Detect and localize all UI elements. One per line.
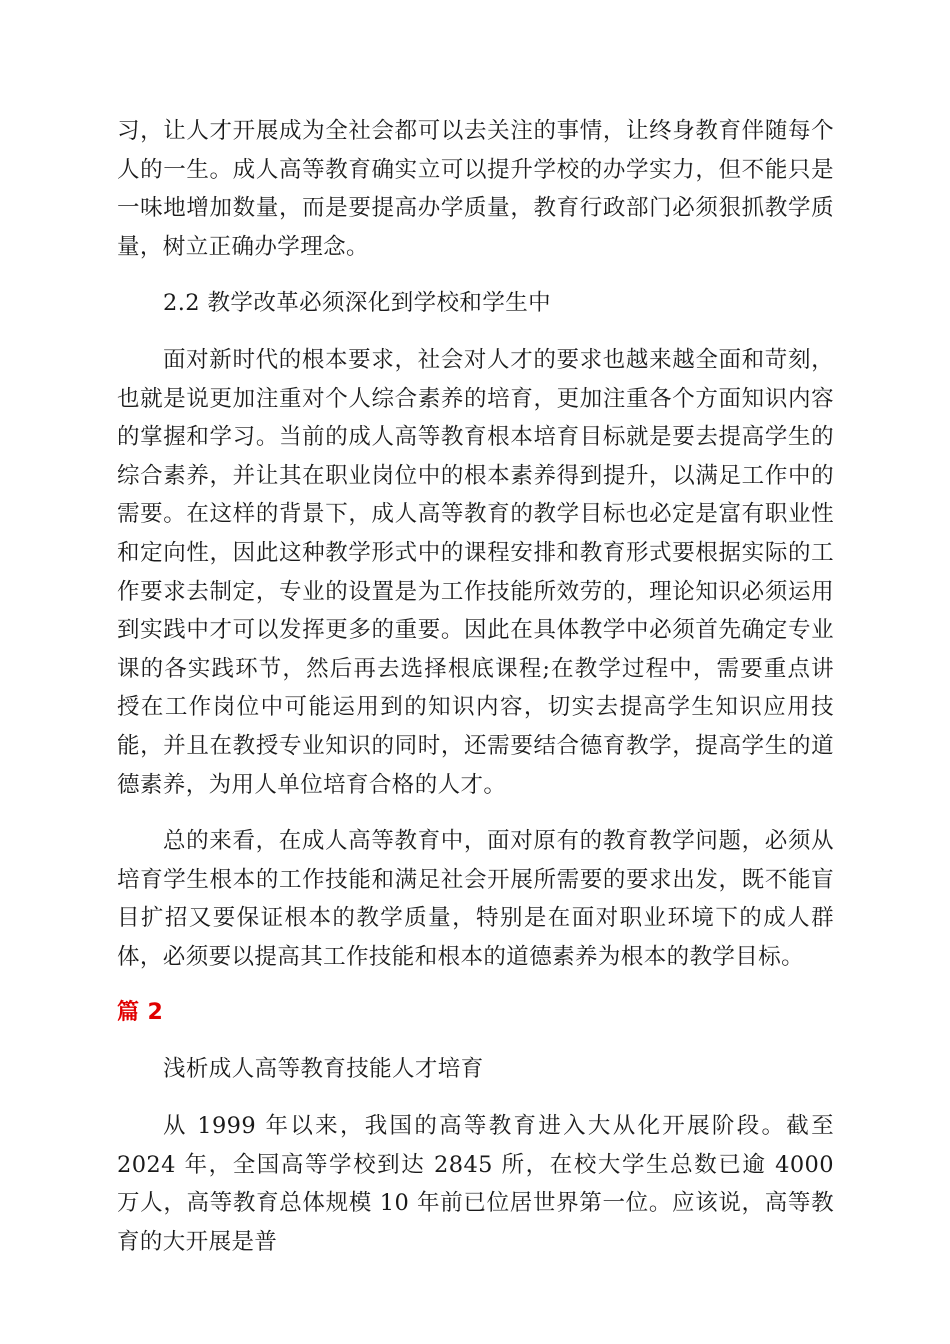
document-page [117,112,834,1261]
subsection-heading: 2.2 教学改革必须深化到学校和学生中 [163,290,552,317]
paragraph-intro: 从 1999 年以来，我国的高等教育进入大从化开展阶段。截至 2024 年，全国高等学校到达 2845 所，在校大学生总数已逾 4000 万人，高等教育总体规模 10 年前已位居世界第一位。应该说，高等教育的大开展是普 [117,1113,834,1255]
paragraph-teaching-reform: 面对新时代的根本要求，社会对人才的要求也越来越全面和苛刻，也就是说更加注重对个人综合素养的培育，更加注重各个方面知识内容的掌握和学习。当前的成人高等教育根本培育目标就是要去提高学生的综合素养，并让其在职业岗位中的根本素养得到提升，以满足工作中的需要。在这样的背景下，成人高等教育的教学目标也必定是富有职业性和定向性，因此这种教学形式中的课程安排和教育形式要根据实际的工作要求去制定，专业的设置是为工作技能所效劳的，理论知识必须运用到实践中才可以发挥更多的重要。因此在具体教学中必须首先确定专业课的各实践环节，然后再去选择根底课程;在教学过程中，需要重点讲授在工作岗位中可能运用到的知识内容，切实去提高学生知识应用技能，并且在教授专业知识的同时，还需要结合德育教学，提高学生的道德素养，为用人单位培育合格的人才。 [117,346,834,798]
paragraph-continuation: 习，让人才开展成为全社会都可以去关注的事情，让终身教育伴随每个人的一生。成人高等教育确实立可以提升学校的办学实力，但不能只是一味地增加数量，而是要提高办学质量，教育行政部门必须狠抓教学质量，树立正确办学理念。 [117,118,834,260]
paragraph-summary: 总的来看，在成人高等教育中，面对原有的教育教学问题，必须从培育学生根本的工作技能和满足社会开展所需要的要求出发，既不能盲目扩招又要保证根本的教学质量，特别是在面对职业环境下的成人群体，必须要以提高其工作技能和根本的道德素养为根本的教学目标。 [117,828,834,970]
article-title: 浅析成人高等教育技能人才培育 [163,1056,484,1083]
section-heading: 篇 2 [117,1000,164,1026]
